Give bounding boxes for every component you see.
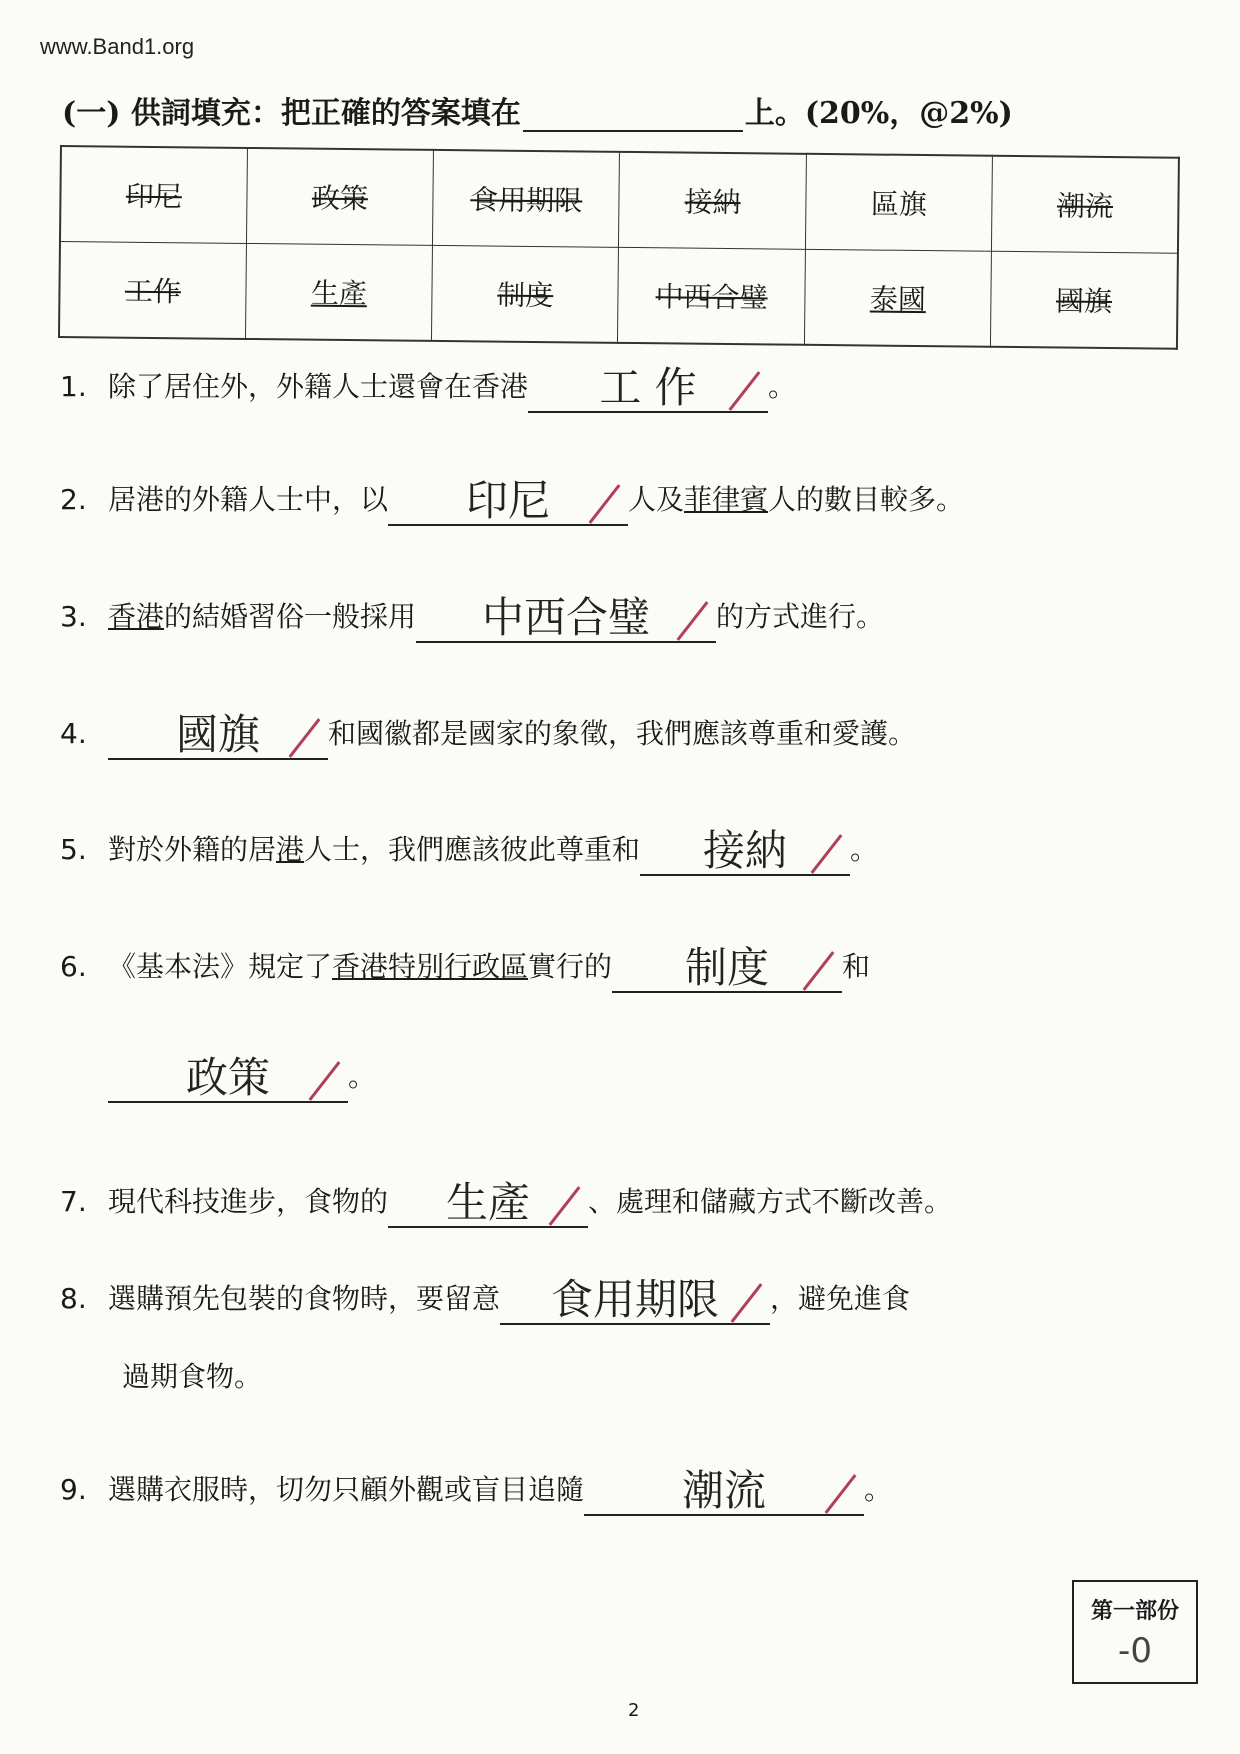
question-number: 9. [60,1473,87,1506]
section-heading [62,88,1013,132]
question-number: 3. [60,600,87,633]
word-bank-cell: 接納 [619,152,806,249]
word-bank-cell: 國旗 [991,251,1178,348]
word-bank-cell: 食用期限 [433,150,620,247]
word-bank-cell: 潮流 [992,156,1179,253]
question-text: 的方式進行。 [716,600,885,633]
question-number: 6. [60,950,87,983]
word-bank-row [59,242,1178,349]
question-5 [60,828,878,876]
question-text: 和國徽都是國家的象徵，我們應該尊重和愛護。 [328,717,917,750]
word-bank-cell: 中西合璧 [618,247,805,344]
word-bank-cell: 工作 [59,242,246,339]
question-text: 人士，我們應該彼此尊重和 [304,833,641,866]
word-bank-table [58,145,1180,350]
question-text: 除了居住外，外籍人士還會在香港 [108,370,529,403]
answer-blank[interactable]: 印尼 [388,478,628,526]
heading-suffix: 上。(20%，@2%) [744,96,1013,131]
question-number: 5. [60,833,87,866]
question-9 [60,1468,892,1516]
answer-blank[interactable]: 政策 [108,1055,348,1103]
word-bank-cell: 生產 [245,243,432,340]
part-score-box [1072,1580,1198,1684]
question-text-underlined: 港 [276,833,305,866]
question-number: 2. [60,483,87,516]
question-text: 對於外籍的居 [108,833,277,866]
question-text: 實行的 [528,950,613,983]
answer-blank[interactable]: 國旗 [108,712,328,760]
answer-blank[interactable]: 工 作 [528,365,768,413]
question-text-underlined: 香港 [108,600,165,633]
part-label: 第一部份 [1090,1598,1179,1624]
question-7 [60,1180,952,1228]
heading-blank [523,104,743,132]
question-3 [60,595,884,643]
question-4 [60,712,916,760]
question-text: 人及 [628,483,685,516]
question-text: 。 [864,1473,893,1506]
question-number: 4. [60,717,87,750]
word-bank-cell: 制度 [432,245,619,342]
heading-prefix: (一) 供詞填充：把正確的答案填在 [62,96,521,131]
question-6-line-2 [108,1055,376,1103]
question-2 [60,478,964,526]
answer-blank[interactable]: 潮流 [584,1468,864,1516]
question-number: 7. [60,1185,87,1218]
word-bank-row [60,146,1179,253]
question-text: 的結婚習俗一般採用 [164,600,417,633]
question-text: 選購預先包裝的食物時，要留意 [108,1282,501,1315]
question-text: ，避免進食 [770,1282,911,1315]
question-number: 8. [60,1282,87,1315]
answer-blank[interactable]: 制度 [612,945,842,993]
answer-blank[interactable]: 接納 [640,828,850,876]
question-8 [60,1277,910,1325]
question-text: 現代科技進步，食物的 [108,1185,389,1218]
question-text-underlined: 香港特別行政區 [332,950,529,983]
question-number: 1. [60,370,87,403]
question-text: 人的數目較多。 [768,483,965,516]
question-text: 。 [850,833,879,866]
site-watermark: www.Band1.org [40,34,195,59]
question-6 [60,945,870,993]
question-8-line-2: 過期食物。 [122,1360,263,1393]
question-text: 《基本法》規定了 [108,950,333,983]
question-text: 、處理和儲藏方式不斷改善。 [588,1185,953,1218]
part-score: -0 [1118,1631,1152,1671]
word-bank-cell: 泰國 [804,249,991,346]
word-bank-cell: 政策 [246,148,433,245]
question-text: 。 [348,1060,377,1093]
word-bank-cell: 印尼 [60,146,247,243]
question-text: 居港的外籍人士中，以 [108,483,389,516]
question-text-underlined: 菲律賓 [684,483,769,516]
word-bank-cell: 區旗 [805,154,992,251]
question-text: 。 [768,370,797,403]
question-text: 和 [842,950,871,983]
page-number: 2 [628,1700,640,1721]
answer-blank[interactable]: 中西合璧 [416,595,716,643]
question-text: 選購衣服時，切勿只顧外觀或盲目追隨 [108,1473,585,1506]
answer-blank[interactable]: 食用期限 [500,1277,770,1325]
answer-blank[interactable]: 生產 [388,1180,588,1228]
question-1 [60,365,796,413]
